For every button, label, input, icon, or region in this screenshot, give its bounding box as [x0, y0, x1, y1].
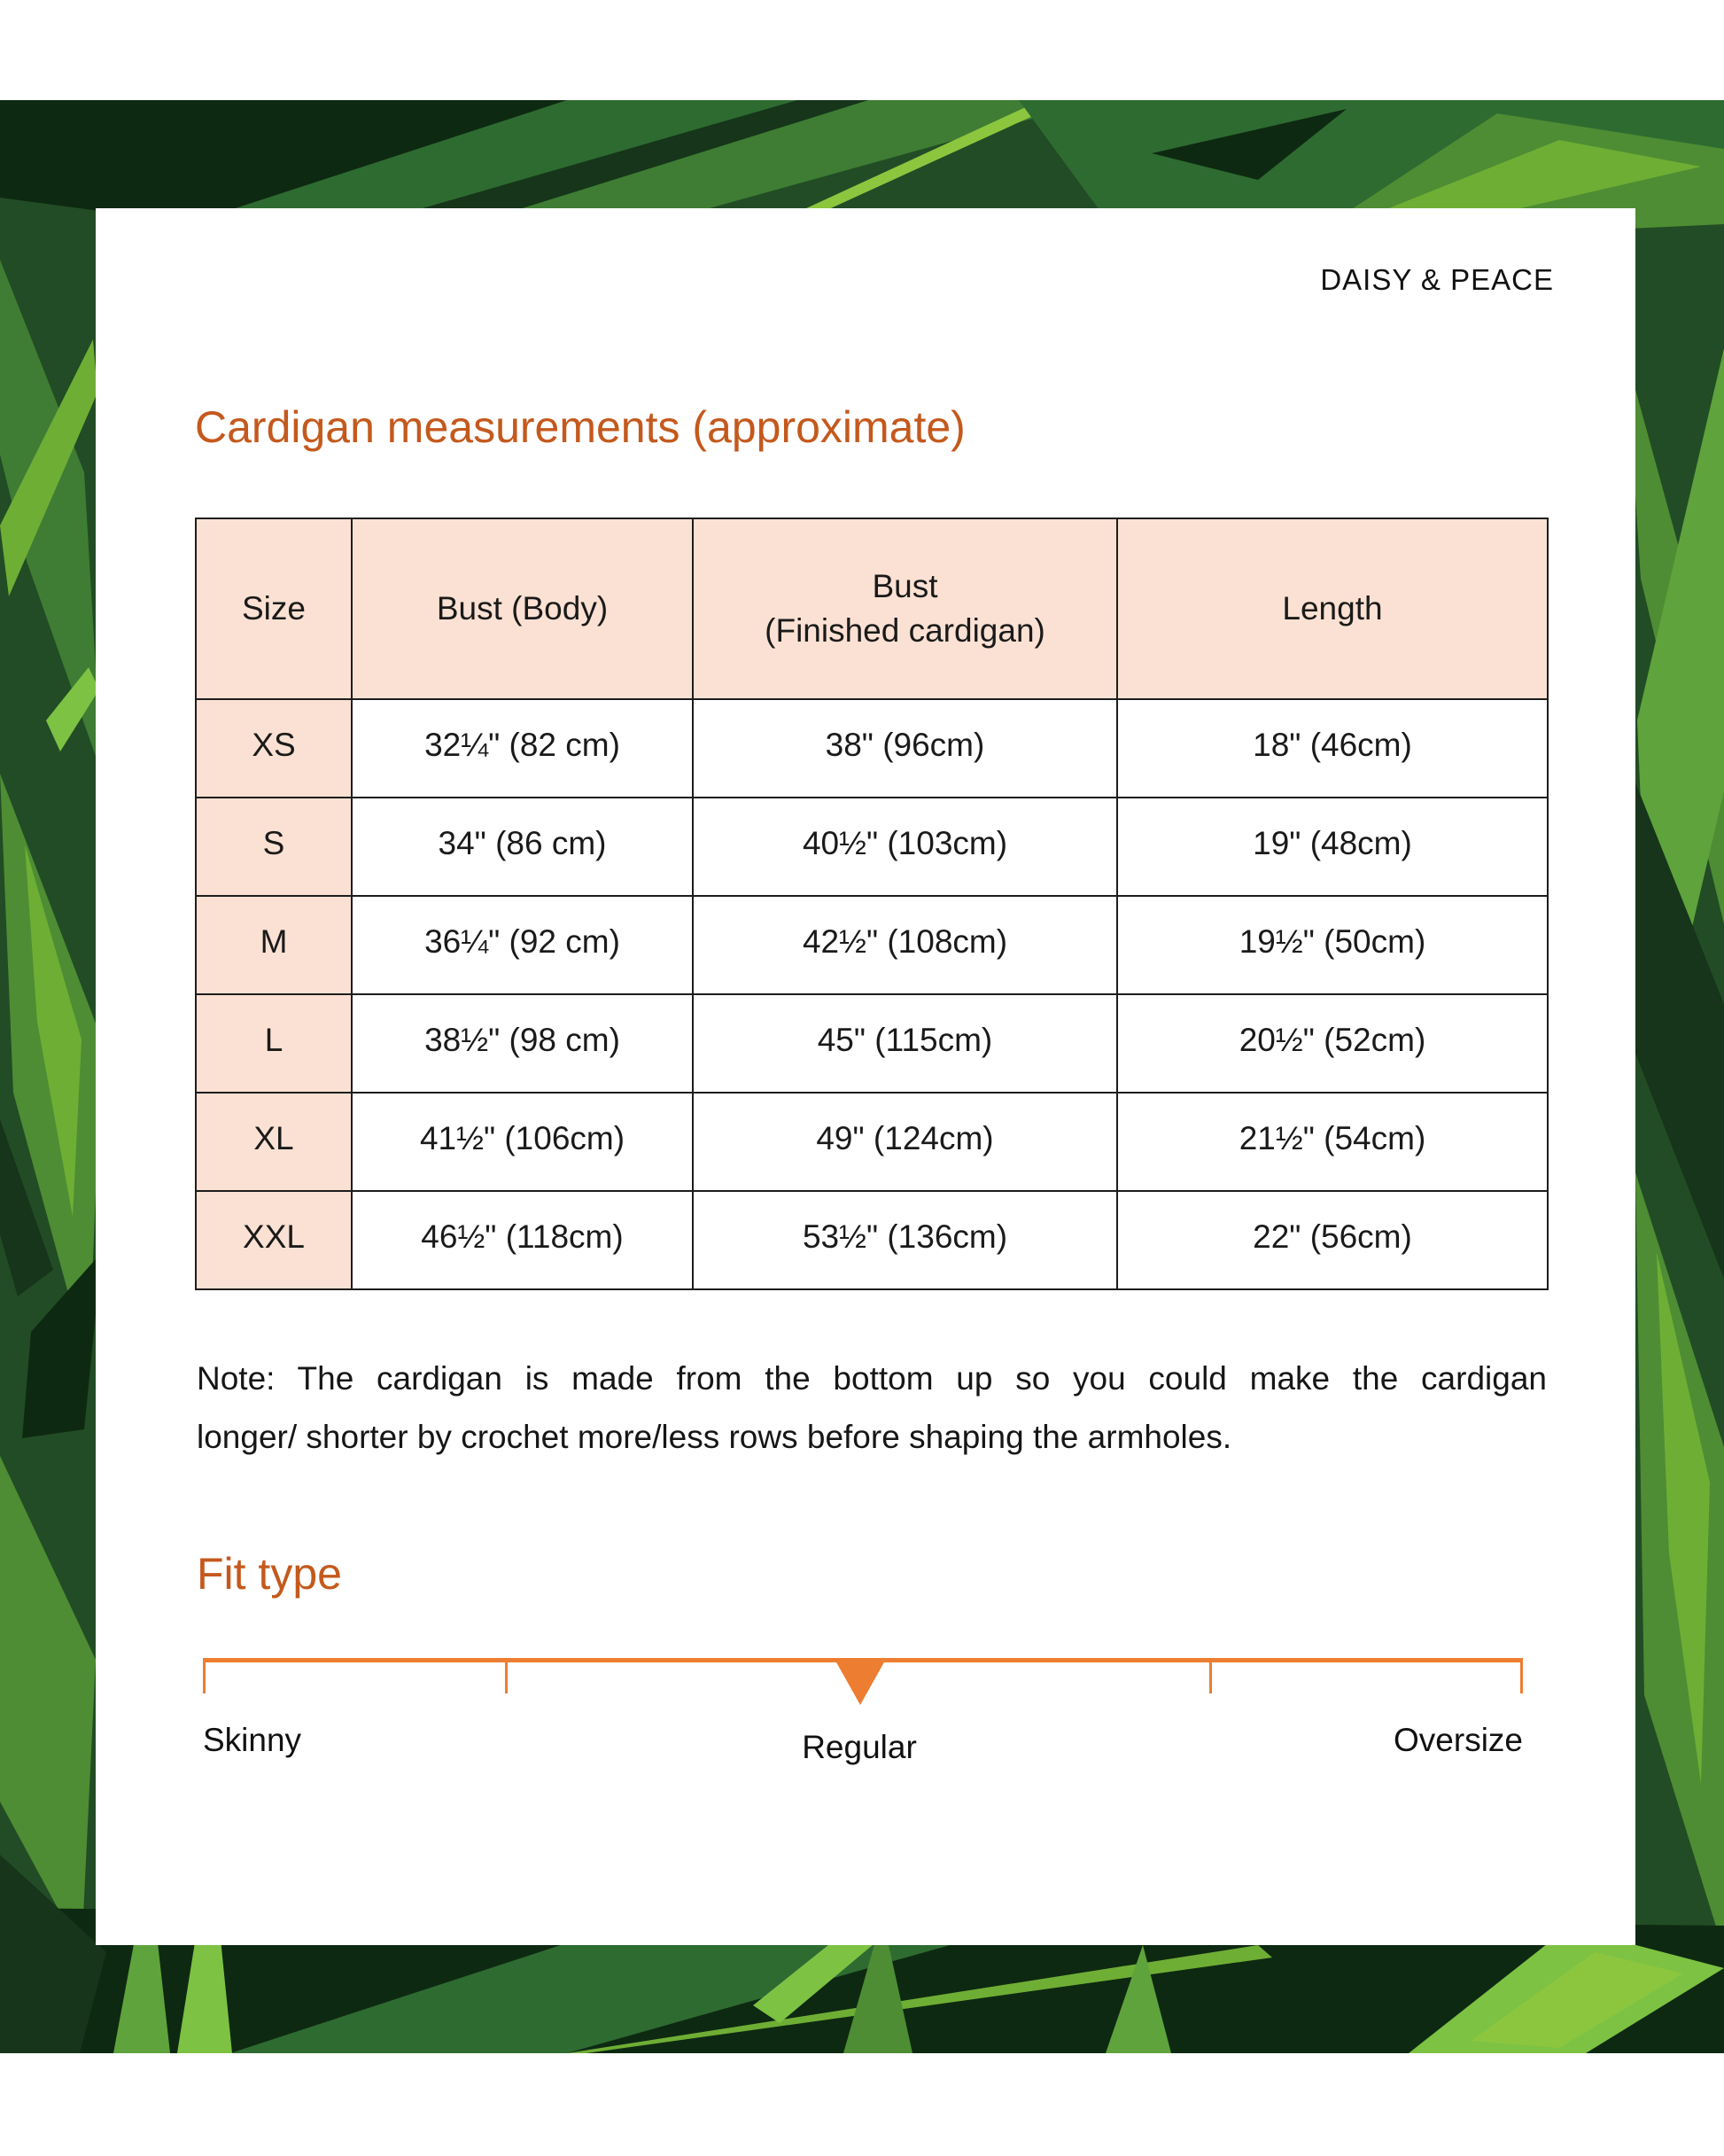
- fit-label-skinny: Skinny: [203, 1722, 302, 1758]
- length-cell: 21½" (54cm): [1117, 1093, 1548, 1191]
- note-line-1: Note: The cardigan is made from the bottom up so you could make the cardigan: [197, 1360, 1547, 1397]
- col-header-bust-finished-line2: (Finished cardigan): [765, 612, 1045, 649]
- size-cell: M: [196, 896, 352, 994]
- page-title: Cardigan measurements (approximate): [195, 402, 966, 452]
- length-cell: 19" (48cm): [1117, 798, 1548, 896]
- col-header-bust-finished-line1: Bust: [872, 568, 938, 604]
- fit-type-heading: Fit type: [197, 1549, 342, 1599]
- measurements-table: [195, 518, 1549, 1290]
- content-card: [96, 208, 1635, 1945]
- size-cell: L: [196, 994, 352, 1093]
- col-header-size: Size: [196, 518, 352, 699]
- bust-finished-cell: 53½" (136cm): [693, 1191, 1117, 1289]
- size-cell: XS: [196, 699, 352, 798]
- col-header-bust-finished: [693, 518, 1117, 699]
- length-cell: 22" (56cm): [1117, 1191, 1548, 1289]
- bust-finished-cell: 40½" (103cm): [693, 798, 1117, 896]
- bust-finished-cell: 49" (124cm): [693, 1093, 1117, 1191]
- scale-tick: [1520, 1658, 1523, 1693]
- table-row: [196, 1093, 1548, 1191]
- col-header-bust-body: Bust (Body): [352, 518, 693, 699]
- note-paragraph: [197, 1350, 1547, 1467]
- table-row: [196, 798, 1548, 896]
- length-cell: 19½" (50cm): [1117, 896, 1548, 994]
- note-line-2: longer/ shorter by crochet more/less rows before shaping the armholes.: [197, 1419, 1232, 1455]
- scale-tick: [505, 1658, 508, 1693]
- fit-label-oversize: Oversize: [1394, 1722, 1523, 1758]
- bust-finished-cell: 42½" (108cm): [693, 896, 1117, 994]
- col-header-length: Length: [1117, 518, 1548, 699]
- bust-finished-cell: 45" (115cm): [693, 994, 1117, 1093]
- fit-label-regular: Regular: [802, 1729, 917, 1765]
- table-row: [196, 699, 1548, 798]
- fit-marker-triangle-icon: [835, 1661, 885, 1705]
- size-cell: S: [196, 798, 352, 896]
- bust-body-cell: 38½" (98 cm): [352, 994, 693, 1093]
- bust-body-cell: 46½" (118cm): [352, 1191, 693, 1289]
- size-cell: XL: [196, 1093, 352, 1191]
- table-row: [196, 994, 1548, 1093]
- table-row: [196, 896, 1548, 994]
- scale-tick: [1209, 1658, 1212, 1693]
- bust-finished-cell: 38" (96cm): [693, 699, 1117, 798]
- size-cell: XXL: [196, 1191, 352, 1289]
- table-header-row: [196, 518, 1548, 699]
- bust-body-cell: 32¼" (82 cm): [352, 699, 693, 798]
- bust-body-cell: 41½" (106cm): [352, 1093, 693, 1191]
- bust-body-cell: 34" (86 cm): [352, 798, 693, 896]
- table-row: [196, 1191, 1548, 1289]
- fit-type-scale: [197, 1658, 1547, 1800]
- brand-name: DAISY & PEACE: [1320, 263, 1554, 296]
- length-cell: 20½" (52cm): [1117, 994, 1548, 1093]
- scale-tick: [203, 1658, 206, 1693]
- bust-body-cell: 36¼" (92 cm): [352, 896, 693, 994]
- length-cell: 18" (46cm): [1117, 699, 1548, 798]
